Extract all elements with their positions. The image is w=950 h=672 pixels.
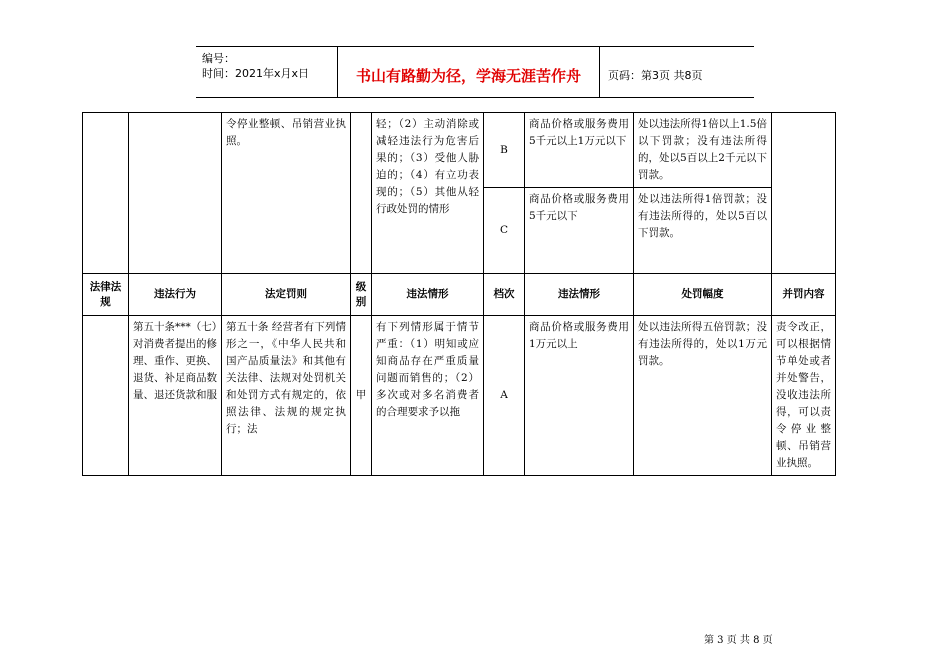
- tier-range-c: 处以违法所得1倍罚款；没有违法所得的，处以5百以下罚款。: [634, 188, 772, 274]
- entry-range: 处以违法所得五倍罚款；没有违法所得的，处以1万元罚款。: [634, 316, 772, 476]
- entry-situation: 商品价格或服务费用1万元以上: [525, 316, 634, 476]
- header-motto: 书山有路勤为径，学海无涯苦作舟: [338, 47, 600, 97]
- col-header-additional: 并罚内容: [772, 274, 836, 316]
- entry-circumstance: 有下列情形属于情节严重：（1）明知或应知商品存在严重质量问题而销售的；（2）多次或对多名消费者的合理要求予以拖: [372, 316, 484, 476]
- cont-law-cell: [83, 113, 129, 274]
- entry-level: 甲: [351, 316, 372, 476]
- col-header-penalty: 法定罚则: [222, 274, 351, 316]
- document-date-label: 时间：2021年x月x日: [202, 67, 310, 80]
- page-footer: 第 3 页 共 8 页: [704, 635, 773, 646]
- tier-range-b: 处以违法所得1倍以上1.5倍以下罚款；没有违法所得的，处以5百以上2千元以下罚款。: [634, 113, 772, 188]
- entry-law: [83, 316, 129, 476]
- table-row: [83, 316, 836, 476]
- col-header-law: 法律法规: [83, 274, 129, 316]
- col-header-circumstance: 违法情形: [372, 274, 484, 316]
- col-header-level: 级别: [351, 274, 372, 316]
- entry-penalty: 第五十条 经营者有下列情形之一，《中华人民共和国产品质量法》和其他有关法律、法规对处罚机关和处罚方式有规定的，依照法律、法规的规定执行；法: [222, 316, 351, 476]
- col-header-act: 违法行为: [129, 274, 222, 316]
- continuation-row: [83, 113, 836, 188]
- tier-situation-b: 商品价格或服务费用5千元以上1万元以下: [525, 113, 634, 188]
- col-header-situation: 违法情形: [525, 274, 634, 316]
- document-number-label: 编号：: [202, 52, 235, 65]
- tier-situation-c: 商品价格或服务费用5千元以下: [525, 188, 634, 274]
- tier-grade-c: C: [484, 188, 525, 274]
- tier-grade-b: B: [484, 113, 525, 188]
- header-meta-cell: [196, 47, 338, 97]
- header-page-number: 页码：第3页 共8页: [608, 69, 703, 82]
- col-header-range: 处罚幅度: [634, 274, 772, 316]
- cont-circumstance-cell: 轻；（2）主动消除或减轻违法行为危害后果的；（3）受他人胁迫的；（4）有立功表现的；（5）其他从轻行政处罚的情形: [372, 113, 484, 274]
- cont-act-cell: [129, 113, 222, 274]
- cont-penalty-cell: 令停业整顿、吊销营业执照。: [222, 113, 351, 274]
- entry-additional: 责令改正，可以根据情节单处或者并处警告，没收违法所得，可以责令停业整顿、吊销营业执照。: [772, 316, 836, 476]
- penalty-table: [82, 112, 836, 476]
- cont-additional-cell: [772, 113, 836, 274]
- table-header-row: [83, 274, 836, 316]
- cont-level-cell: [351, 113, 372, 274]
- col-header-grade: 档次: [484, 274, 525, 316]
- entry-grade: A: [484, 316, 525, 476]
- page-header: [196, 46, 754, 98]
- entry-act: 第五十条***（七）对消费者提出的修理、重作、更换、退货、补足商品数量、退还货款和服: [129, 316, 222, 476]
